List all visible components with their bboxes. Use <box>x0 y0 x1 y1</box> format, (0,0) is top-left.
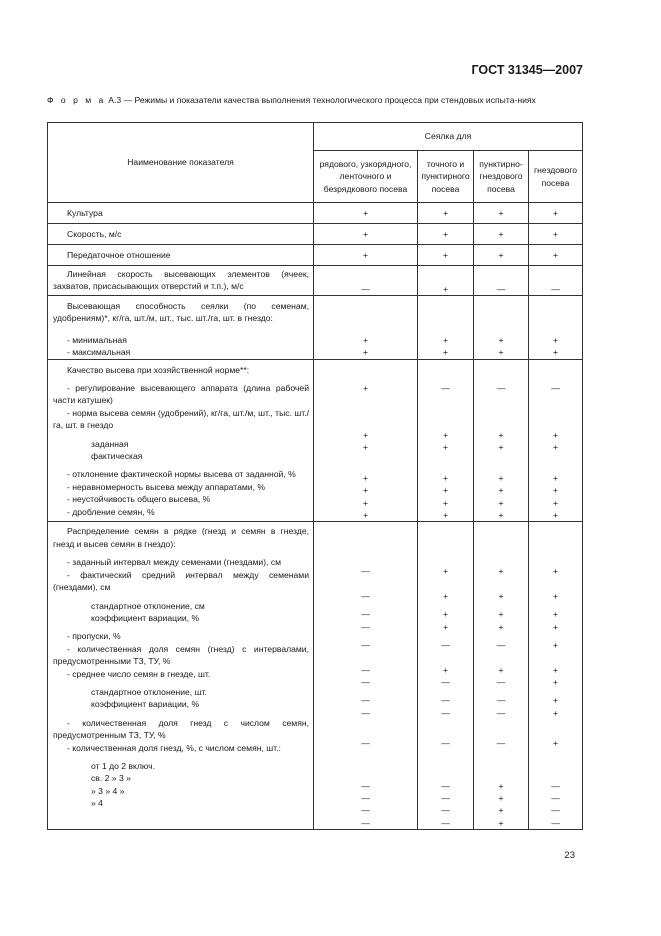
cell-value: — <box>496 382 506 393</box>
cell-value: — <box>551 817 560 828</box>
cell-value: — <box>361 664 370 675</box>
cell-value: + <box>442 664 449 675</box>
cell-value: — <box>551 805 560 816</box>
cell-value: + <box>498 510 504 521</box>
table-row <box>48 296 583 360</box>
cell-value: + <box>498 566 504 577</box>
table-row <box>48 266 583 296</box>
cell-value: — <box>441 676 450 687</box>
row-label: Распределение семян в рядке (гнезд и семян в гнезде, гнезд и высев семян в гнездо): <box>53 526 309 549</box>
cell-value: + <box>552 590 559 601</box>
row-label: » 3 » 4 » <box>91 785 125 796</box>
cell-value: + <box>442 566 449 577</box>
cell-value: + <box>552 472 559 483</box>
cell-value: — <box>441 382 450 393</box>
cell-value: — <box>361 695 370 706</box>
header-col-row-seeder: рядового, узкорядного, ленточного и безрядкового посева <box>314 151 418 203</box>
cell-value: + <box>552 442 559 453</box>
cell-value: + <box>498 805 504 816</box>
cell-value: — <box>551 792 560 803</box>
cell-value: + <box>552 664 559 675</box>
cell-value: + <box>442 485 449 496</box>
cell-value: + <box>442 347 449 358</box>
cell-value: + <box>442 430 449 441</box>
row-label: - количественная доля семян (гнезд) с интервалами, предусмотренными ТЗ, ТУ, % <box>53 643 309 667</box>
caption-text: А.3 — Режимы и показатели качества выполнения технологического процесса при стендовых испыта-ниях <box>105 95 536 105</box>
row-label: - заданный интервал между семенами (гнездами), см <box>67 557 282 568</box>
row-label: св. 2 » 3 » <box>91 773 131 784</box>
cell-value: + <box>362 485 369 496</box>
cell-value: + <box>498 621 504 632</box>
cell-value: + <box>362 510 369 521</box>
table-row <box>48 203 583 224</box>
header-parameter: Наименование показателя <box>48 123 314 203</box>
cell-value: + <box>362 382 369 393</box>
table-row <box>48 245 583 266</box>
table-row <box>48 359 583 522</box>
row-label: Культура <box>67 207 103 218</box>
row-label: - максимальная <box>67 347 131 358</box>
cell-value: + <box>498 207 504 218</box>
cell-value: — <box>361 640 370 651</box>
cell-value: + <box>552 566 559 577</box>
header-col-dotted-hill-seeder: пунктирно-гнездового посева <box>474 151 529 203</box>
caption-label: Ф о р м а <box>47 95 106 105</box>
cell-value: + <box>498 334 504 345</box>
header-col-hill-seeder: гнездового посева <box>529 151 583 203</box>
standard-number: ГОСТ 31345—2007 <box>471 63 583 77</box>
cell-value: + <box>498 485 504 496</box>
cell-value: + <box>442 207 449 218</box>
row-label: стандартное отклонение, см <box>91 600 205 611</box>
cell-value: — <box>361 780 370 791</box>
cell-value: + <box>552 430 559 441</box>
cell-value: + <box>552 207 559 218</box>
header-col-precision-seeder: точного и пунктирного посева <box>418 151 474 203</box>
cell-value: — <box>361 566 370 577</box>
cell-value: — <box>551 382 560 393</box>
table-caption <box>47 94 583 106</box>
row-label: - отклонение фактической нормы высева от заданной, % <box>67 469 296 480</box>
table-row <box>48 224 583 245</box>
row-label: коэффициент вариации, % <box>91 612 200 623</box>
cell-value: + <box>552 707 559 718</box>
cell-value: + <box>498 347 504 358</box>
header-group: Сеялка для <box>314 123 583 151</box>
cell-value: — <box>361 792 370 803</box>
cell-value: + <box>498 430 504 441</box>
row-label: - неравномерность высева между аппаратами, % <box>67 481 265 492</box>
form-table <box>47 122 583 830</box>
cell-value: — <box>361 738 370 749</box>
cell-value: + <box>552 609 559 620</box>
row-label: фактическая <box>91 451 143 462</box>
row-label: - неустойчивость общего высева, % <box>67 494 211 505</box>
row-label: - количественная доля гнезд, %, с числом семян, шт.: <box>67 742 281 753</box>
cell-value: + <box>498 472 504 483</box>
cell-value: + <box>442 283 449 294</box>
cell-value: + <box>362 442 369 453</box>
row-label: - дробление семян, % <box>67 506 155 517</box>
cell-value: — <box>441 695 450 706</box>
cell-value: — <box>441 805 450 816</box>
row-label: - пропуски, % <box>67 631 121 642</box>
row-label: » 4 <box>91 798 103 809</box>
cell-value: + <box>362 249 369 260</box>
cell-value: + <box>362 430 369 441</box>
cell-value: + <box>498 590 504 601</box>
cell-value: + <box>498 792 504 803</box>
cell-value: + <box>552 334 559 345</box>
row-label: стандартное отклонение, шт. <box>91 686 207 697</box>
cell-value: + <box>552 621 559 632</box>
cell-value: — <box>441 792 450 803</box>
cell-value: — <box>361 621 370 632</box>
cell-value: + <box>362 228 369 239</box>
cell-value: + <box>552 640 559 651</box>
cell-value: — <box>441 817 450 828</box>
cell-value: + <box>552 738 559 749</box>
cell-value: + <box>442 590 449 601</box>
row-label: Высевающая способность сеялки (по семенам, удобрениям)*, кг/га, шт./м, шт., тыс. шт./га, шт. в гнездо: <box>53 301 309 324</box>
cell-value: — <box>496 738 506 749</box>
cell-value: — <box>361 805 370 816</box>
cell-value: + <box>442 442 449 453</box>
cell-value: + <box>498 442 504 453</box>
row-label: заданная <box>91 438 129 449</box>
row-label: - количественная доля гнезд с числом семян, предусмотренным ТЗ, ТУ, % <box>53 717 309 741</box>
cell-value: — <box>496 676 506 687</box>
row-label: - регулирование высевающего аппарата (длина рабочей части катушек) <box>53 383 309 406</box>
cell-value: + <box>442 228 449 239</box>
row-label: Передаточное отношение <box>67 249 171 260</box>
cell-value: + <box>498 817 504 828</box>
cell-value: + <box>442 472 449 483</box>
cell-value: + <box>442 609 449 620</box>
cell-value: + <box>362 334 369 345</box>
cell-value: + <box>552 249 559 260</box>
cell-value: — <box>441 707 450 718</box>
row-label: - фактический средний интервал между семенами (гнездами), см <box>53 569 309 593</box>
row-label: Линейная скорость высевающих элементов (ячеек, захватов, присасывающих отверстий и т.п.), м/с <box>53 269 309 292</box>
cell-value: + <box>552 228 559 239</box>
cell-value: + <box>442 621 449 632</box>
cell-value: + <box>442 334 449 345</box>
cell-value: + <box>552 347 559 358</box>
row-label: - норма высева семян (удобрений), кг/га, шт./м, шт., тыс. шт./га, шт. в гнездо <box>53 407 309 431</box>
cell-value: + <box>362 497 369 508</box>
cell-value: — <box>361 283 370 294</box>
table-row <box>48 522 583 830</box>
cell-value: + <box>498 664 504 675</box>
cell-value: — <box>496 707 506 718</box>
cell-value: — <box>496 695 506 706</box>
cell-value: — <box>551 780 560 791</box>
row-label: - среднее число семян в гнезде, шт. <box>67 668 211 679</box>
cell-value: + <box>552 510 559 521</box>
cell-value: + <box>498 228 504 239</box>
cell-value: — <box>361 707 370 718</box>
cell-value: + <box>498 249 504 260</box>
cell-value: + <box>362 347 369 358</box>
cell-value: + <box>498 609 504 620</box>
cell-value: — <box>361 817 370 828</box>
cell-value: + <box>552 485 559 496</box>
page-number: 23 <box>564 850 575 861</box>
cell-value: — <box>496 640 506 651</box>
cell-value: + <box>442 510 449 521</box>
cell-value: — <box>361 590 370 601</box>
cell-value: + <box>442 249 449 260</box>
cell-value: — <box>441 640 450 651</box>
cell-value: — <box>441 738 450 749</box>
cell-value: + <box>552 695 559 706</box>
cell-value: + <box>498 497 504 508</box>
row-label: Скорость, м/с <box>67 228 122 239</box>
cell-value: — <box>441 780 450 791</box>
row-label: - минимальная <box>67 334 127 345</box>
cell-value: — <box>361 676 370 687</box>
cell-value: + <box>498 780 504 791</box>
cell-value: — <box>551 283 560 294</box>
cell-value: — <box>361 609 370 620</box>
row-label: коэффициент вариации, % <box>91 699 200 710</box>
cell-value: + <box>552 676 559 687</box>
row-label: от 1 до 2 включ. <box>91 760 155 771</box>
cell-value: + <box>362 472 369 483</box>
cell-value: + <box>442 497 449 508</box>
cell-value: + <box>362 207 369 218</box>
cell-value: + <box>552 497 559 508</box>
cell-value: — <box>496 283 506 294</box>
row-label: Качество высева при хозяйственной норме**: <box>67 364 250 375</box>
